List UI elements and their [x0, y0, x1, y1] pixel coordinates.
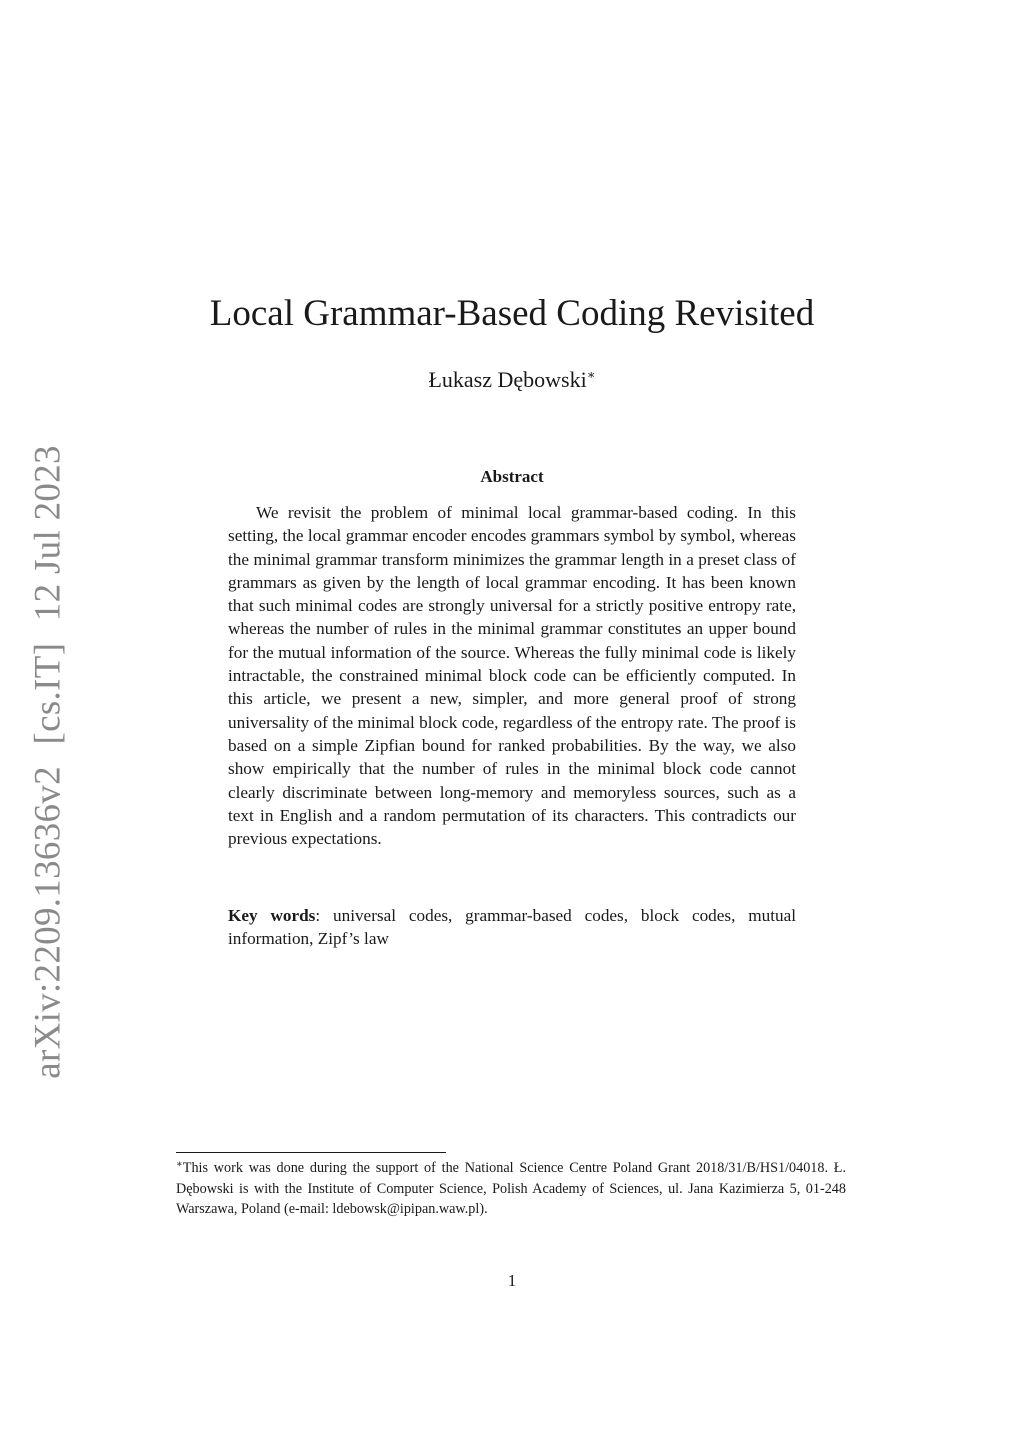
author-footnote-marker: ∗ — [586, 367, 596, 382]
abstract-text: We revisit the problem of minimal local grammar-based coding. In this setting, the local grammar encoder encodes grammars symbol by symbol, whereas the minimal grammar transform minimizes the grammar length in a preset class of grammars as given by the length of local grammar encoding. It has been known that such minimal codes are strongly universal for a strictly positive entropy rate, whereas the number of rules in the minimal grammar constitutes an upper bound for the mutual information of the source. Whereas the fully minimal code is likely intractable, the constrained minimal block code can be efficiently computed. In this article, we present a new, simpler, and more general proof of strong universality of the minimal block code, regardless of the entropy rate. The proof is based on a simple Zipfian bound for ranked probabilities. By the way, we also show empirically that the number of rules in the minimal block code cannot clearly discriminate between long-memory and memoryless sources, such as a text in English and a random permutation of its characters. This contradicts our previous expectations. — [228, 503, 796, 849]
arxiv-stamp — [27, 439, 70, 1085]
author-name: Łukasz Dębowski — [428, 367, 587, 392]
paper-title: Local Grammar-Based Coding Revisited — [209, 293, 815, 334]
keywords-label: Key words — [228, 906, 316, 925]
author-line — [0, 366, 1024, 394]
arxiv-category: [cs.IT] — [27, 642, 69, 745]
page-number: 1 — [507, 1271, 517, 1290]
keywords — [228, 904, 796, 951]
abstract-heading: Abstract — [480, 467, 544, 486]
keywords-text: : universal codes, grammar-based codes, block codes, mutual information, Zipf’s law — [228, 906, 796, 949]
footnote — [176, 1158, 846, 1220]
arxiv-date: 12 Jul 2023 — [27, 445, 69, 622]
arxiv-id: arXiv:2209.13636v2 — [27, 766, 69, 1079]
footnote-marker: ∗ — [176, 1159, 183, 1170]
footnote-text: This work was done during the support of the National Science Centre Poland Grant 2018/31/B/HS1/04018. Ł. Dębowski is with the Institute of Computer Science, Polish Academy of Sciences, ul. Jana Kazimierza 5, 01-248 Warszawa, Poland (e-mail: ldebowsk@ipipan.waw.pl). — [176, 1160, 846, 1218]
footnote-divider — [176, 1152, 446, 1153]
